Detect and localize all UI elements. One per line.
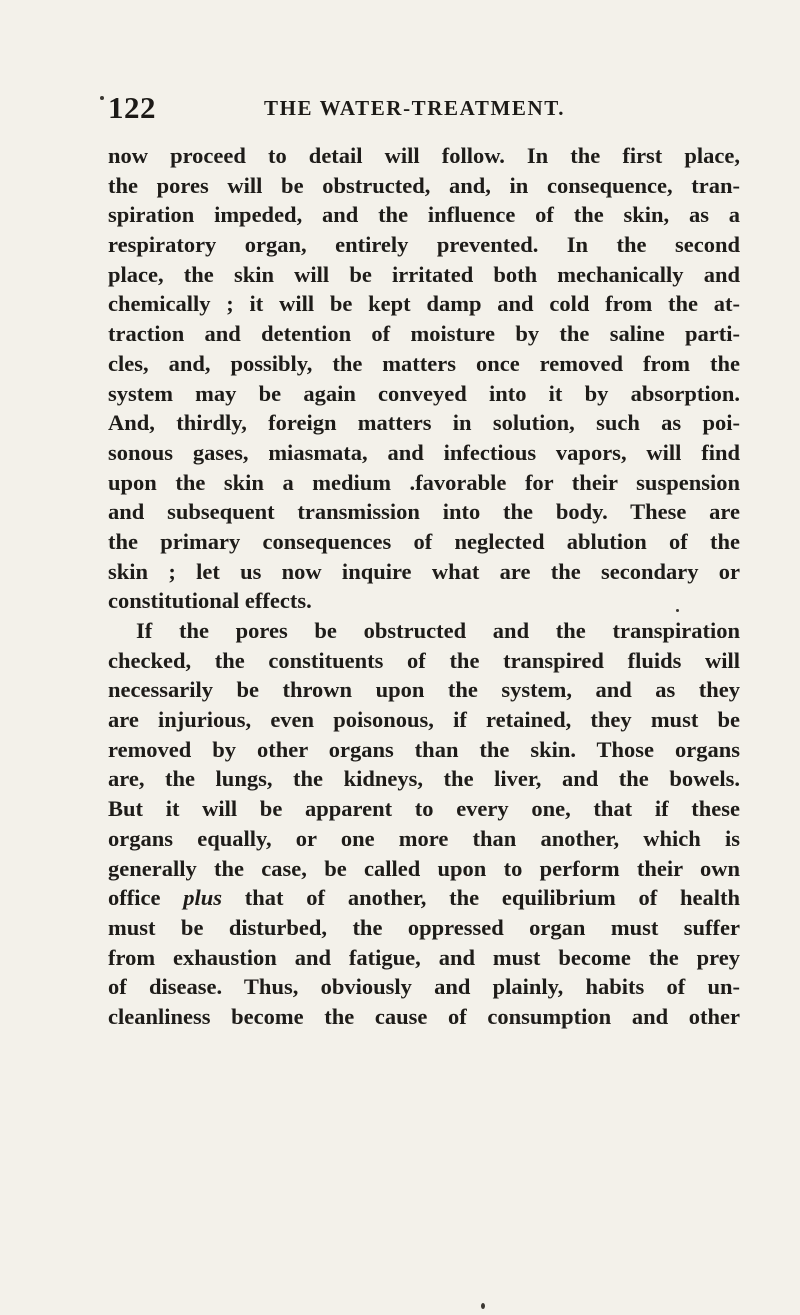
text-fragment: that of another, the equilibrium of health bbox=[222, 885, 740, 911]
text-line: constitutional effects. bbox=[108, 588, 312, 614]
running-title: THE WATER-TREATMENT. bbox=[264, 96, 566, 120]
text-line: upon the skin a medium .favorable for their suspension bbox=[108, 469, 740, 495]
text-line: traction and detention of moisture by the saline parti- bbox=[108, 321, 740, 347]
print-speck bbox=[100, 96, 104, 100]
text-line: and subsequent transmission into the body. These are bbox=[108, 499, 740, 525]
text-line: sonous gases, miasmata, and infectious vapors, will find bbox=[108, 439, 740, 465]
text-line: organs equally, or one more than another, which is bbox=[108, 825, 740, 851]
text-line: spiration impeded, and the influence of the skin, as a bbox=[108, 202, 740, 228]
text-line: the primary consequences of neglected ablution of the bbox=[108, 528, 740, 554]
text-fragment: office bbox=[108, 885, 184, 911]
page-number: 122 bbox=[108, 90, 156, 125]
text-line: cles, and, possibly, the matters once removed from the bbox=[108, 350, 740, 376]
text-line: system may be again conveyed into it by absorption. bbox=[108, 380, 740, 406]
text-line: But it will be apparent to every one, that if these bbox=[108, 796, 740, 822]
text-line: are injurious, even poisonous, if retained, they must be bbox=[108, 707, 740, 733]
text-line: of disease. Thus, obviously and plainly, habits of un- bbox=[108, 974, 740, 1000]
text-line: now proceed to detail will follow. In the first place, bbox=[108, 143, 740, 168]
text-line: generally the case, be called upon to perform their own bbox=[108, 855, 740, 881]
print-speck bbox=[676, 609, 679, 612]
text-line: removed by other organs than the skin. Those organs bbox=[108, 736, 740, 762]
text-line: If the pores be obstructed and the transpiration bbox=[136, 618, 740, 643]
text-line: the pores will be obstructed, and, in consequence, tran- bbox=[108, 172, 740, 198]
italic-word: plus bbox=[183, 885, 223, 911]
text-line: place, the skin will be irritated both mechanically and bbox=[108, 261, 740, 287]
text-line: skin ; let us now inquire what are the secondary or bbox=[108, 558, 740, 584]
running-head bbox=[108, 90, 748, 124]
text-line: And, thirdly, foreign matters in solution, such as poi- bbox=[108, 410, 740, 436]
body-text bbox=[108, 141, 740, 1032]
text-line: from exhaustion and fatigue, and must become the prey bbox=[108, 944, 740, 970]
print-speck bbox=[481, 1303, 485, 1309]
text-line: are, the lungs, the kidneys, the liver, and the bowels. bbox=[108, 766, 740, 792]
text-line: cleanliness become the cause of consumption and other bbox=[108, 1003, 740, 1029]
text-line bbox=[108, 883, 740, 913]
text-line: checked, the constituents of the transpired fluids will bbox=[108, 647, 740, 673]
text-line: must be disturbed, the oppressed organ must suffer bbox=[108, 914, 740, 940]
text-line: respiratory organ, entirely prevented. In the second bbox=[108, 232, 740, 258]
text-line: necessarily be thrown upon the system, and as they bbox=[108, 677, 740, 703]
text-line: chemically ; it will be kept damp and cold from the at- bbox=[108, 291, 740, 317]
